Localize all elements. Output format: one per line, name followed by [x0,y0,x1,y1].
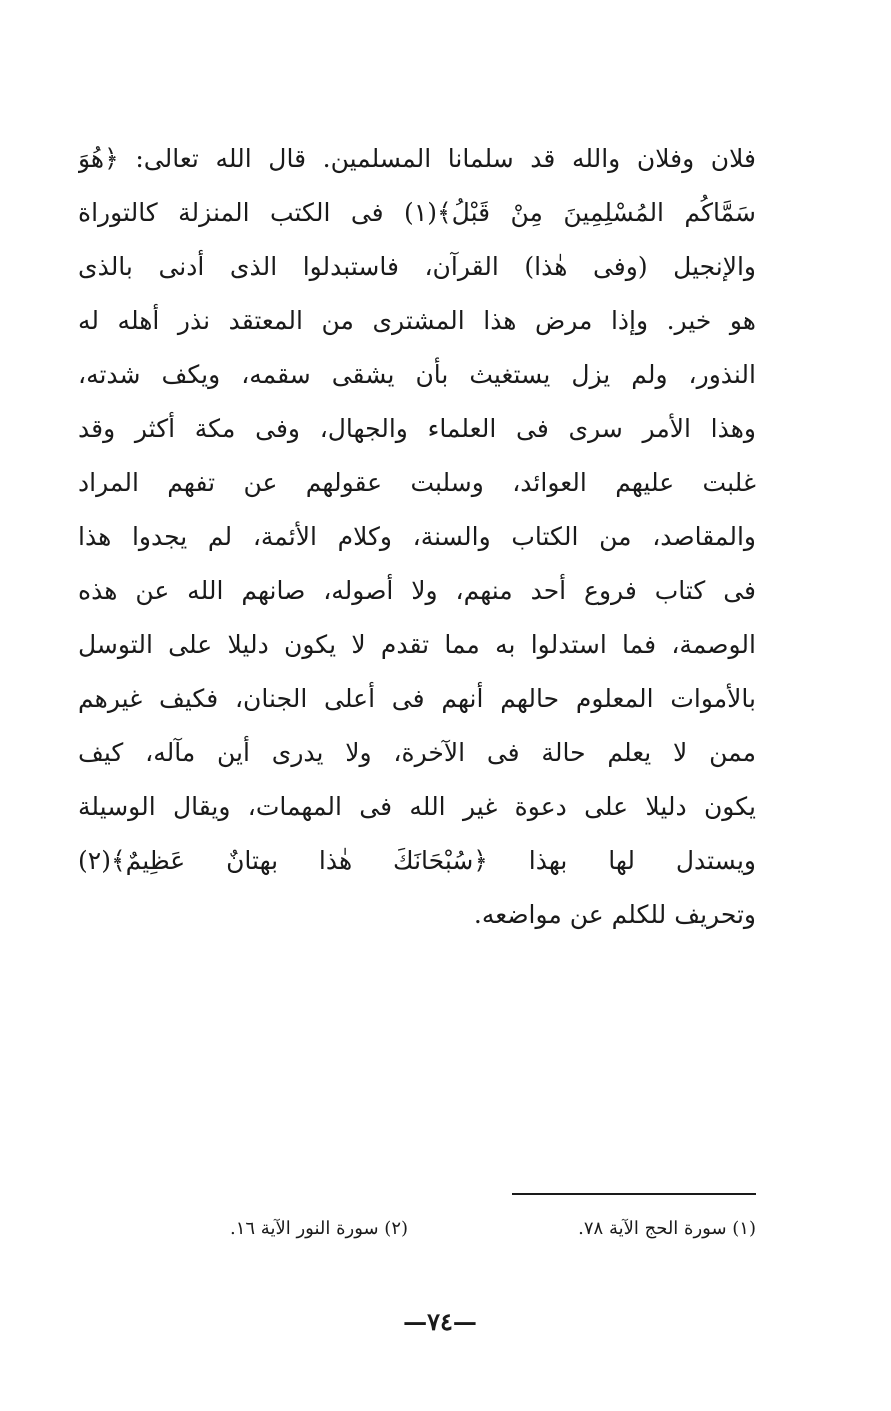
text-line: وهذا الأمر سرى فى العلماء والجهال، وفى مكة أكثر وقد [78,414,756,443]
text-line: بالأموات المعلوم حالهم أنهم فى أعلى الجنان، فكيف غيرهم [78,684,756,713]
text-line: فلان وفلان والله قد سلمانا المسلمين. قال الله تعالى: ﴿هُوَ [78,144,756,173]
body-text [78,132,756,942]
text-line: والإنجيل (وفى هٰذا) القرآن، فاستبدلوا الذى أدنى بالذى [78,252,756,281]
text-line: فى كتاب فروع أحد منهم، ولا أصوله، صانهم الله عن هذه [78,576,756,605]
footnote-divider [512,1193,756,1195]
footnote-1: (١) سورة الحج الآية ٧٨. [578,1217,756,1239]
text-line: غلبت عليهم العوائد، وسلبت عقولهم عن تفهم المراد [78,468,756,497]
text-line: والمقاصد، من الكتاب والسنة، وكلام الأئمة، لم يجدوا هذا [78,522,756,551]
text-line-last: وتحريف للكلم عن مواضعه. [473,900,756,929]
text-line: سَمَّاكُم المُسْلِمِينَ مِنْ قَبْلُ﴾(١) فى الكتب المنزلة كالتوراة [78,198,756,227]
text-line: ممن لا يعلم حالة فى الآخرة، ولا يدرى أين مآله، كيف [78,738,756,767]
text-line: النذور، ولم يزل يستغيث بأن يشقى سقمه، ويكف شدته، [78,360,756,389]
text-line: ويستدل لها بهذا ﴿سُبْحَانَكَ هٰذا بهتانٌ عَظِيمٌ﴾(٢) [78,846,756,875]
footnotes [230,1208,756,1248]
footnote-2: (٢) سورة النور الآية ١٦. [230,1217,409,1239]
text-line: الوصمة، فما استدلوا به مما تقدم لا يكون دليلا على التوسل [78,630,756,659]
text-line: هو خير. وإذا مرض هذا المشترى من المعتقد نذر أهله له [78,306,756,335]
text-line: يكون دليلا على دعوة غير الله فى المهمات، ويقال الوسيلة [78,792,756,821]
page-number: —٧٤— [403,1307,477,1336]
